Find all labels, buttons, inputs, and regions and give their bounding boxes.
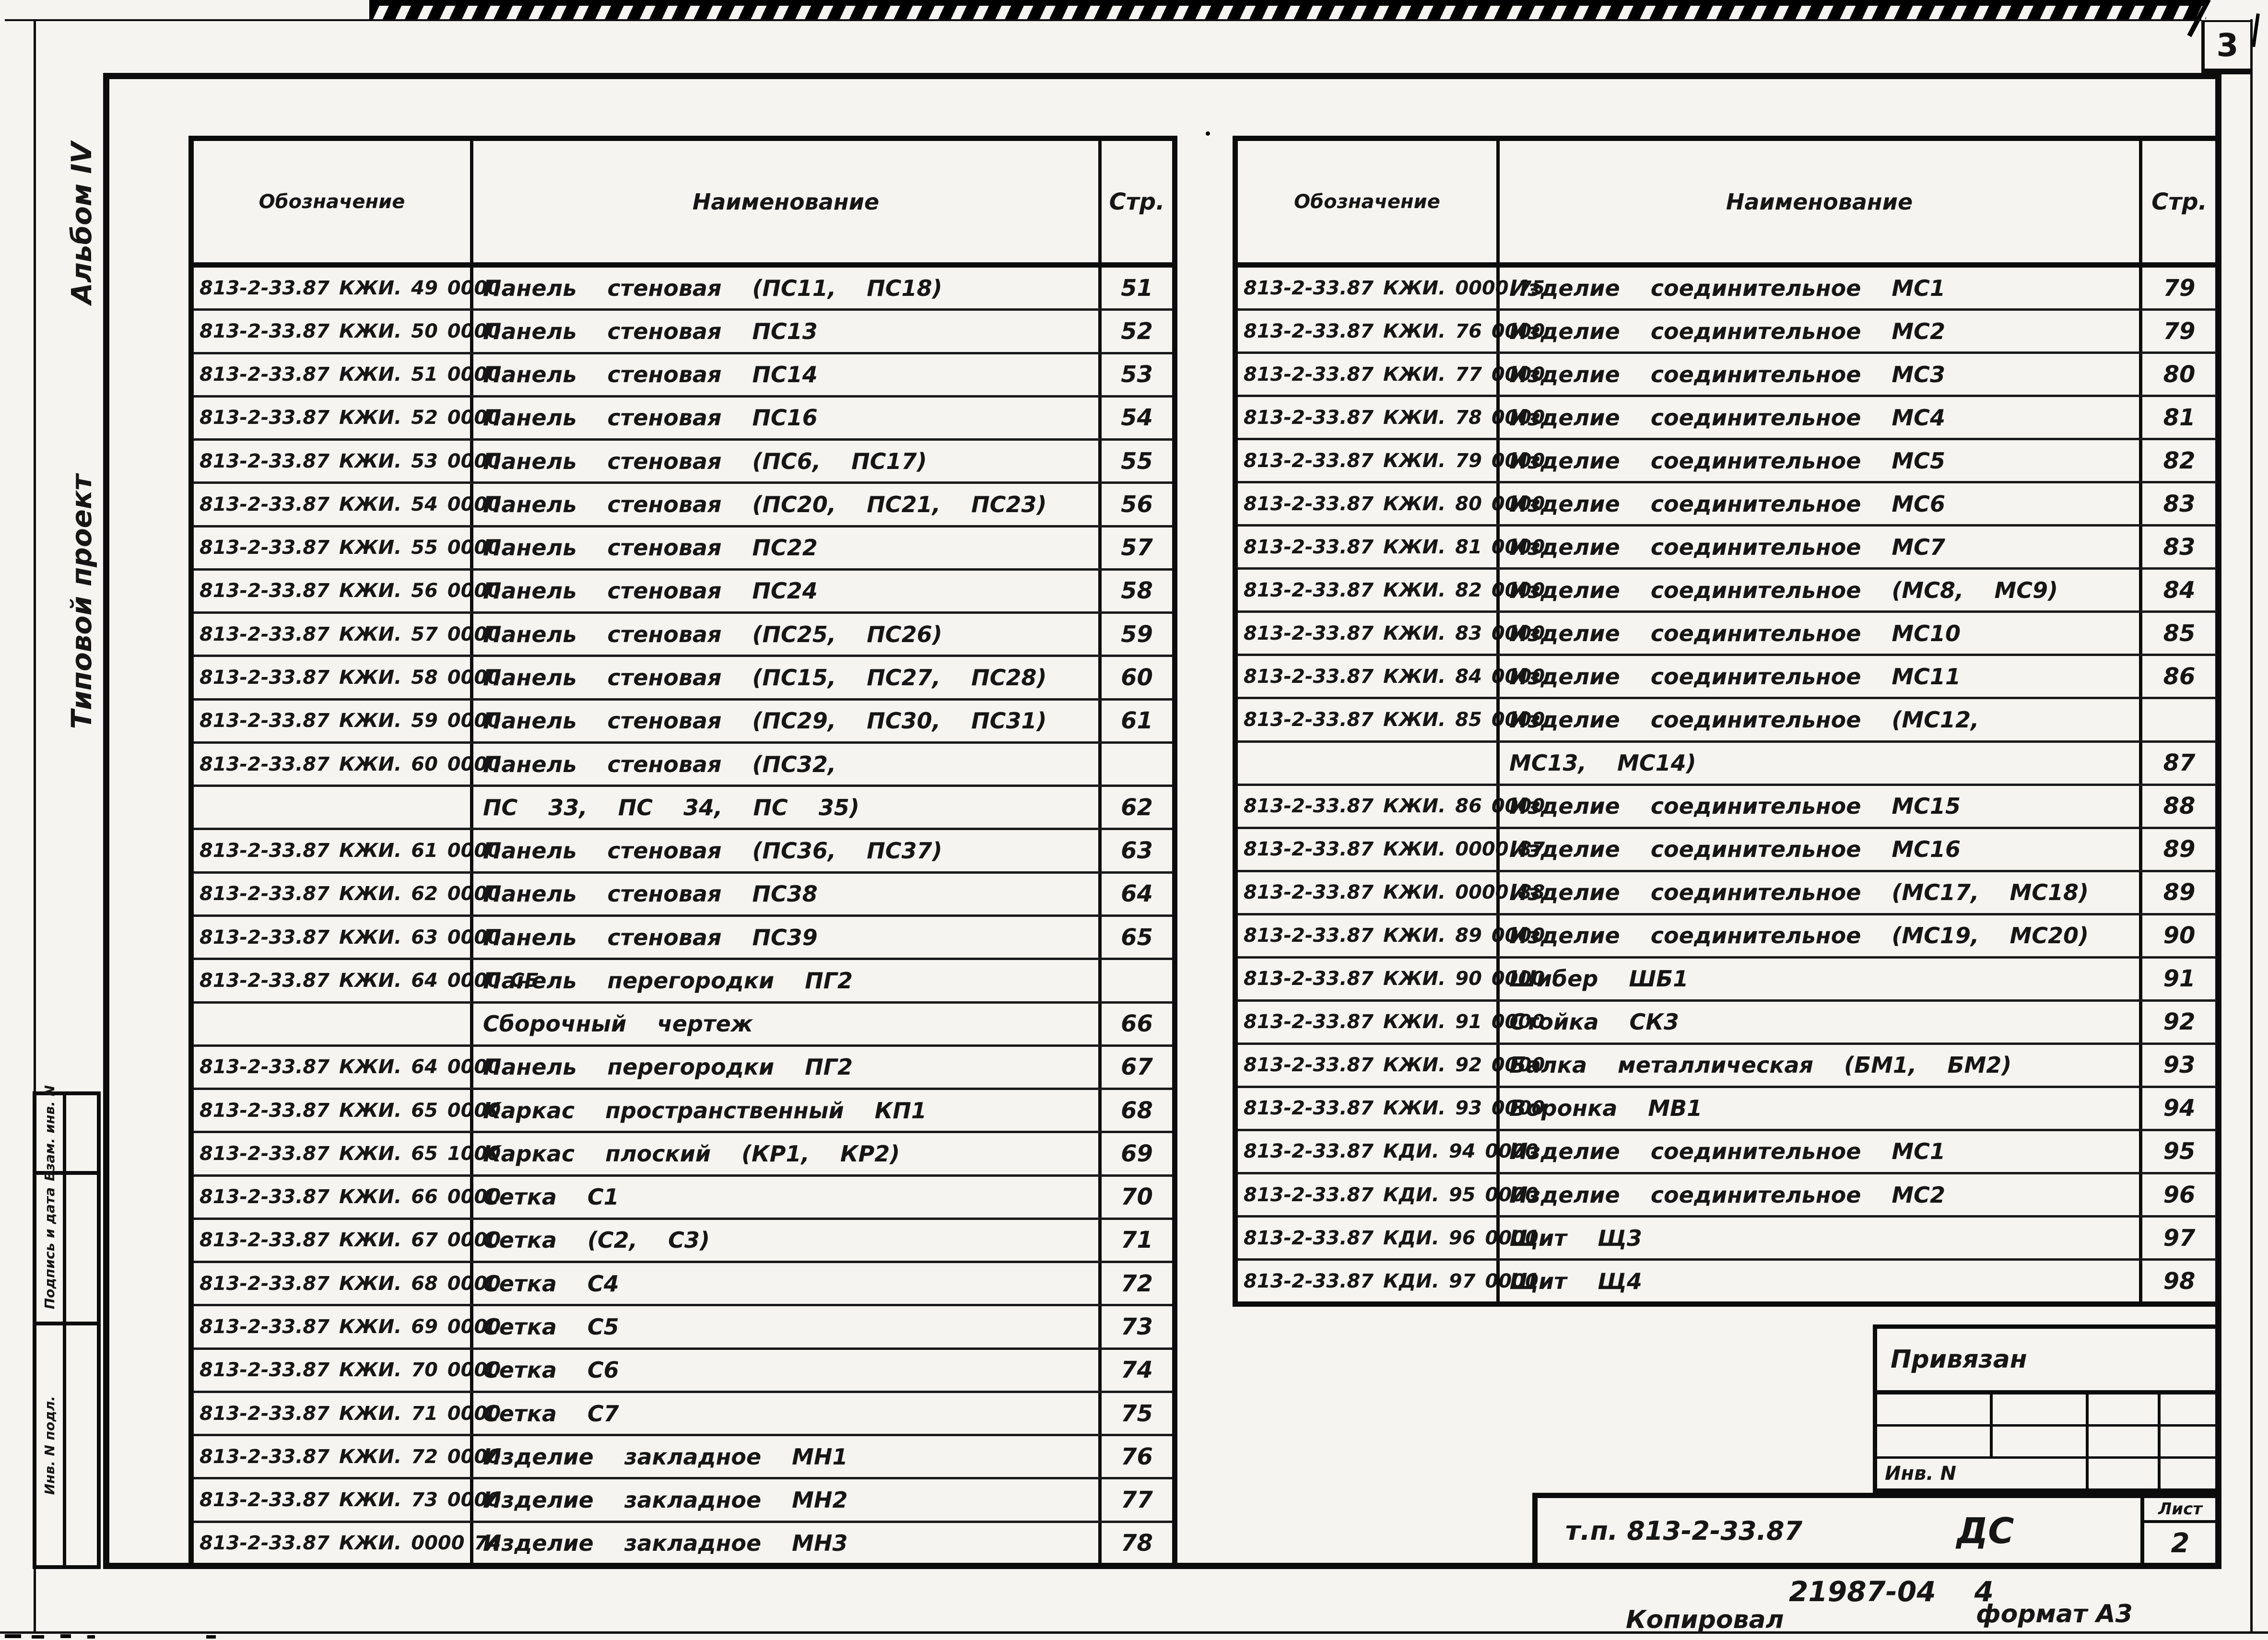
cell-name: Сетка (С2, С3) — [470, 1220, 1098, 1261]
table-row — [1238, 1131, 2216, 1174]
cell-name: Панель стеновая ПС13 — [470, 311, 1098, 351]
table-row — [194, 1479, 1172, 1523]
table-row — [194, 1133, 1172, 1176]
sheet-number: 2 — [2171, 1528, 2190, 1559]
table-row — [1238, 268, 2216, 311]
stamp-cell-empty — [66, 1095, 97, 1171]
cell-page — [2139, 699, 2216, 740]
table-row — [1238, 1174, 2216, 1218]
cell-designation: 813-2-33.87 КЖИ. 91 0000 — [1244, 1011, 1545, 1033]
cell-designation: 813-2-33.87 КЖИ. 86 0000 — [1244, 795, 1545, 818]
torn-edge-artifact — [369, 0, 2206, 19]
table-row — [1238, 354, 2216, 397]
cell-name: Каркас пространственный КП1 — [470, 1090, 1098, 1131]
table-row — [194, 571, 1172, 614]
cell-designation: 813-2-33.87 КЖИ. 64 0000 — [200, 1056, 501, 1078]
cell-name: Изделие соединительное МС3 — [1496, 354, 2139, 395]
cell-name: Панель стеновая (ПС29, ПС30, ПС31) — [470, 701, 1098, 741]
binding-stamp-row — [1877, 1427, 2217, 1459]
table-row — [194, 484, 1172, 527]
cell-designation: 813-2-33.87 КЖИ. 66 0000 — [200, 1186, 501, 1208]
cell-name: Щит Щ4 — [1496, 1261, 2139, 1301]
cell-designation: 813-2-33.87 КЖИ. 58 0000 — [200, 667, 501, 689]
cell-designation: 813-2-33.87 КЖИ. 56 0000 — [200, 580, 501, 602]
cell-page: 79 — [2139, 311, 2216, 351]
cell-designation: 813-2-33.87 КЖИ. 76 0000 — [1244, 320, 1545, 342]
page-number: 3 — [2216, 27, 2239, 64]
stamp-cell-podpis — [36, 1175, 97, 1325]
table-row — [1238, 1218, 2216, 1261]
table-row — [1238, 829, 2216, 872]
cell-page: 63 — [1098, 830, 1172, 871]
cell-page: 86 — [2139, 656, 2216, 697]
cell-page: 54 — [1098, 398, 1172, 438]
cell-page: 89 — [2139, 872, 2216, 913]
cell-name: Каркас плоский (КР1, КР2) — [470, 1133, 1098, 1174]
table-row — [194, 398, 1172, 441]
table-row — [194, 311, 1172, 354]
cell-designation: 813-2-33.87 КЖИ. 89 0000 — [1244, 925, 1545, 947]
stamp-cell-vzam — [36, 1085, 97, 1182]
album-label: Альбом IV — [65, 141, 98, 305]
cell-name: Изделие соединительное МС11 — [1496, 656, 2139, 697]
cell-designation: 813-2-33.87 КЖИ. 83 0000 — [1244, 622, 1545, 644]
cell-designation: 813-2-33.87 КЖИ. 49 0000 — [200, 277, 501, 299]
sheet-border-right — [2250, 19, 2253, 1633]
cell-name: Панель стеновая ПС24 — [470, 571, 1098, 611]
cell-page: 71 — [1098, 1220, 1172, 1261]
cell-name: Изделие соединительное (МС17, МС18) — [1496, 872, 2139, 913]
stamp-cell-label: Взам. инв. N — [36, 1095, 66, 1171]
torn-edge-dash — [2252, 13, 2260, 47]
cell-page: 58 — [1098, 571, 1172, 611]
copied-label: Копировал — [1626, 1605, 1784, 1634]
cell-page: 82 — [2139, 440, 2216, 481]
table-row — [194, 701, 1172, 744]
cell-page: 74 — [1098, 1350, 1172, 1391]
stamp-cell-inv — [36, 1325, 97, 1565]
cell-page: 62 — [1098, 787, 1172, 828]
cell-page: 52 — [1098, 311, 1172, 351]
stamp-cell-label: Подпись и дата — [36, 1175, 66, 1322]
cell-page: 87 — [2139, 743, 2216, 784]
cell-page: 89 — [2139, 829, 2216, 870]
table-row — [194, 1523, 1172, 1564]
cell-designation: 813-2-33.87 КЖИ. 78 0000 — [1244, 406, 1545, 429]
scan-edge-mark — [206, 1635, 216, 1639]
table-row — [194, 354, 1172, 398]
cell-page: 55 — [1098, 441, 1172, 481]
table-row — [1238, 872, 2216, 915]
cell-name: Изделие соединительное МС15 — [1496, 786, 2139, 827]
table-row — [194, 1436, 1172, 1479]
cell-designation: 813-2-33.87 КЖИ. 81 0000 — [1244, 536, 1545, 558]
cell-page: 88 — [2139, 786, 2216, 827]
table-row — [1238, 311, 2216, 354]
cell-name: Панель стеновая ПС22 — [470, 527, 1098, 568]
cell-name: Сетка С7 — [470, 1393, 1098, 1434]
cell-designation: 813-2-33.87 КЖИ. 64 0000 СБ — [200, 969, 539, 992]
cell-designation: 813-2-33.87 КЖИ. 72 0000 — [200, 1445, 501, 1468]
table-row — [194, 1393, 1172, 1436]
cell-page: 91 — [2139, 959, 2216, 999]
sheet-border-bottom — [0, 1631, 2268, 1634]
document-code: ДС — [1956, 1510, 2014, 1552]
binding-stamp-row — [1877, 1394, 2217, 1427]
cell-name: Панель стеновая (ПС32, — [470, 744, 1098, 785]
inventory-number-label: Инв. N — [1885, 1463, 1957, 1485]
cell-page: 78 — [1098, 1523, 1172, 1564]
table-row — [1238, 699, 2216, 742]
cell-designation: 813-2-33.87 КЖИ. 77 0000 — [1244, 363, 1545, 386]
scan-edge-mark — [60, 1634, 71, 1638]
table-row — [1238, 1045, 2216, 1088]
cell-name: Воронка МВ1 — [1496, 1088, 2139, 1129]
scan-dot-artifact — [1206, 131, 1210, 136]
cell-designation: 813-2-33.87 КЖИ. 63 0000 — [200, 926, 501, 949]
table-row — [194, 1090, 1172, 1133]
binding-stamp-row — [1877, 1459, 2217, 1488]
sheet-cell — [2140, 1498, 2216, 1564]
binding-cell — [2158, 1427, 2217, 1456]
table-row — [194, 1047, 1172, 1090]
cell-designation: 813-2-33.87 КЖИ. 0000 88 — [1244, 881, 1545, 904]
title-block — [1532, 1493, 2221, 1569]
scan-edge-mark — [32, 1635, 44, 1639]
table-row — [1238, 440, 2216, 483]
cell-page: 61 — [1098, 701, 1172, 741]
cell-name: Изделие закладное МН3 — [470, 1523, 1098, 1564]
cell-page: 73 — [1098, 1306, 1172, 1347]
cell-name: Шибер ШБ1 — [1496, 959, 2139, 999]
cell-designation: 813-2-33.87 КЖИ. 59 0000 — [200, 710, 501, 732]
binding-cell — [1990, 1427, 2086, 1456]
binding-cell — [2158, 1394, 2217, 1424]
cell-page: 72 — [1098, 1263, 1172, 1304]
cell-page: 51 — [1098, 268, 1172, 308]
cell-name: Изделие соединительное МС4 — [1496, 397, 2139, 438]
cell-page: 69 — [1098, 1133, 1172, 1174]
parts-table-right — [1233, 136, 2221, 1307]
cell-designation: 813-2-33.87 КЖИ. 85 0000 — [1244, 708, 1545, 731]
binding-cell — [2086, 1427, 2158, 1456]
cell-name: Сетка С1 — [470, 1177, 1098, 1218]
cell-page: 92 — [2139, 1002, 2216, 1043]
cell-name: Изделие соединительное (МС19, МС20) — [1496, 915, 2139, 956]
table-row — [194, 1177, 1172, 1220]
cell-name: Панель стеновая ПС38 — [470, 874, 1098, 914]
cell-page: 94 — [2139, 1088, 2216, 1129]
cell-designation — [1238, 743, 1496, 784]
cell-page: 56 — [1098, 484, 1172, 525]
cell-page: 98 — [2139, 1261, 2216, 1301]
table-row — [1238, 1002, 2216, 1045]
table-row — [1238, 786, 2216, 829]
order-number: 21987-04 — [1789, 1575, 1936, 1608]
binding-stamp-title: Привязан — [1877, 1329, 2217, 1394]
cell-page: 85 — [2139, 613, 2216, 654]
cell-designation: 813-2-33.87 КЖИ. 79 0000 — [1244, 449, 1545, 472]
cell-name: Панель перегородки ПГ2 — [470, 1047, 1098, 1088]
table-row — [1238, 959, 2216, 1002]
cell-page: 65 — [1098, 917, 1172, 958]
cell-name: Панель перегородки ПГ2 — [470, 960, 1098, 1001]
cell-designation: 813-2-33.87 КЖИ. 65 0000 — [200, 1099, 501, 1122]
scan-edge-mark — [87, 1635, 95, 1639]
cell-designation: 813-2-33.87 КДИ. 95 0000 — [1244, 1183, 1539, 1206]
cell-page: 76 — [1098, 1436, 1172, 1477]
table-row — [1238, 527, 2216, 570]
table-row — [1238, 743, 2216, 786]
header-designation: Обозначение — [259, 190, 405, 213]
header-designation: Обозначение — [1294, 190, 1440, 213]
cell-page: 60 — [1098, 657, 1172, 698]
cell-page: 93 — [2139, 1045, 2216, 1086]
cell-name: Изделие соединительное МС2 — [1496, 311, 2139, 351]
table-row — [194, 441, 1172, 484]
cell-designation: 813-2-33.87 КДИ. 94 0000 — [1244, 1140, 1539, 1163]
table-row — [194, 917, 1172, 960]
cell-page: 81 — [2139, 397, 2216, 438]
cell-name: Балка металлическая (БМ1, БМ2) — [1496, 1045, 2139, 1086]
cell-name: Панель стеновая (ПС20, ПС21, ПС23) — [470, 484, 1098, 525]
cell-page: 70 — [1098, 1177, 1172, 1218]
cell-page: 64 — [1098, 874, 1172, 914]
cell-designation: 813-2-33.87 КЖИ. 53 0000 — [200, 450, 501, 472]
cell-designation: 813-2-33.87 КЖИ. 80 0000 — [1244, 492, 1545, 515]
stamp-cell-empty — [66, 1175, 97, 1322]
cell-name: Изделие соединительное МС6 — [1496, 483, 2139, 524]
table-row — [1238, 915, 2216, 959]
table-row — [194, 960, 1172, 1003]
cell-designation: 813-2-33.87 КЖИ. 71 0000 — [200, 1402, 501, 1425]
table-row — [194, 1263, 1172, 1306]
table-row — [194, 1306, 1172, 1349]
parts-table-left — [188, 136, 1177, 1569]
table-row — [194, 1220, 1172, 1263]
margin-stamp-box — [33, 1085, 101, 1569]
cell-name: ПС 33, ПС 34, ПС 35) — [470, 787, 1098, 828]
table-row — [1238, 1088, 2216, 1131]
table-row — [1238, 613, 2216, 656]
cell-name: Изделие соединительное МС2 — [1496, 1174, 2139, 1215]
cell-name: МС13, МС14) — [1496, 743, 2139, 784]
table-row — [194, 527, 1172, 571]
cell-page: 77 — [1098, 1479, 1172, 1520]
page-number-box — [2201, 20, 2250, 74]
cell-page: 83 — [2139, 483, 2216, 524]
cell-designation: 813-2-33.87 КЖИ. 54 0000 — [200, 493, 501, 515]
cell-designation: 813-2-33.87 КЖИ. 62 0000 — [200, 883, 501, 905]
cell-page: 75 — [1098, 1393, 1172, 1434]
cell-name: Панель стеновая (ПС11, ПС18) — [470, 268, 1098, 308]
cell-name: Панель стеновая ПС39 — [470, 917, 1098, 958]
cell-designation: 813-2-33.87 КЖИ. 57 0000 — [200, 623, 501, 645]
cell-designation: 813-2-33.87 КЖИ. 90 0000 — [1244, 968, 1545, 990]
table-row — [194, 744, 1172, 787]
cell-name: Изделие закладное МН1 — [470, 1436, 1098, 1477]
table-row — [1238, 1261, 2216, 1301]
table-row — [1238, 570, 2216, 613]
table-body — [194, 268, 1172, 1564]
table-row — [194, 1350, 1172, 1393]
table-header — [194, 141, 1172, 268]
cell-designation: 813-2-33.87 КЖИ. 67 0000 — [200, 1229, 501, 1252]
binding-cell — [1877, 1427, 1990, 1456]
cell-designation: 813-2-33.87 КДИ. 97 0000 — [1244, 1270, 1539, 1292]
cell-page: 95 — [2139, 1131, 2216, 1172]
cell-designation: 813-2-33.87 КЖИ. 0000 74 — [200, 1532, 501, 1555]
cell-name: Изделие соединительное МС1 — [1496, 268, 2139, 308]
cell-designation: 813-2-33.87 КЖИ. 70 0000 — [200, 1359, 501, 1382]
binding-stamp — [1873, 1324, 2221, 1493]
binding-cell — [2158, 1459, 2217, 1488]
table-row — [194, 614, 1172, 657]
cell-page: 57 — [1098, 527, 1172, 568]
cell-name: Панель стеновая (ПС15, ПС27, ПС28) — [470, 657, 1098, 698]
cell-name: Изделие соединительное МС16 — [1496, 829, 2139, 870]
cell-name: Изделие соединительное МС10 — [1496, 613, 2139, 654]
document-number: т.п. 813-2-33.87 — [1565, 1516, 1803, 1546]
cell-name: Панель стеновая ПС16 — [470, 398, 1098, 438]
cell-page: 84 — [2139, 570, 2216, 610]
cell-name: Изделие соединительное МС1 — [1496, 1131, 2139, 1172]
cell-designation: 813-2-33.87 КЖИ. 93 0000 — [1244, 1097, 1545, 1120]
stamp-cell-empty — [66, 1325, 97, 1565]
cell-page: 53 — [1098, 354, 1172, 395]
cell-designation: 813-2-33.87 КЖИ. 55 0000 — [200, 537, 501, 559]
table-row — [1238, 397, 2216, 440]
cell-page: 79 — [2139, 268, 2216, 308]
sheet-border-top — [5, 19, 2201, 21]
cell-name: Изделие закладное МН2 — [470, 1479, 1098, 1520]
cell-designation: 813-2-33.87 КДИ. 96 0000 — [1244, 1227, 1539, 1249]
table-row — [1238, 483, 2216, 527]
table-header — [1238, 141, 2216, 268]
cell-designation: 813-2-33.87 КЖИ. 68 0000 — [200, 1272, 501, 1295]
cell-designation: 813-2-33.87 КЖИ. 52 0000 — [200, 407, 501, 429]
table-row — [194, 1004, 1172, 1047]
binding-cell — [1990, 1394, 2086, 1424]
cell-name: Панель стеновая ПС14 — [470, 354, 1098, 395]
cell-designation: 813-2-33.87 КЖИ. 84 0000 — [1244, 665, 1545, 688]
table-body — [1238, 268, 2216, 1301]
cell-page: 80 — [2139, 354, 2216, 395]
cell-designation: 813-2-33.87 КЖИ. 0000 87 — [1244, 838, 1545, 861]
cell-name: Сетка С6 — [470, 1350, 1098, 1391]
cell-page: 83 — [2139, 527, 2216, 567]
cell-name: Стойка СК3 — [1496, 1002, 2139, 1043]
order-number-note — [1789, 1575, 1994, 1608]
cell-name: Панель стеновая (ПС25, ПС26) — [470, 614, 1098, 655]
cell-name: Сетка С4 — [470, 1263, 1098, 1304]
table-row — [1238, 656, 2216, 699]
cell-designation: 813-2-33.87 КЖИ. 60 0000 — [200, 753, 501, 775]
cell-page: 66 — [1098, 1004, 1172, 1044]
cell-name: Изделие соединительное МС5 — [1496, 440, 2139, 481]
format-label: формат А3 — [1976, 1600, 2133, 1628]
cell-page: 90 — [2139, 915, 2216, 956]
cell-name: Изделие соединительное (МС12, — [1496, 699, 2139, 740]
cell-page: 96 — [2139, 1174, 2216, 1215]
binding-cell — [2086, 1459, 2158, 1488]
cell-designation: 813-2-33.87 КЖИ. 50 0000 — [200, 320, 501, 342]
table-row — [194, 830, 1172, 873]
cell-name: Панель стеновая (ПС6, ПС17) — [470, 441, 1098, 481]
cell-designation: 813-2-33.87 КЖИ. 69 0000 — [200, 1316, 501, 1338]
header-page: Стр. — [1098, 141, 1172, 262]
table-row — [194, 657, 1172, 700]
table-row — [194, 874, 1172, 917]
scan-edge-mark — [5, 1634, 21, 1638]
cell-name: Изделие соединительное МС7 — [1496, 527, 2139, 567]
cell-name: Сетка С5 — [470, 1306, 1098, 1347]
cell-designation: 813-2-33.87 КЖИ. 73 0000 — [200, 1489, 501, 1511]
cell-page — [1098, 744, 1172, 785]
cell-name: Изделие соединительное (МС8, МС9) — [1496, 570, 2139, 610]
cell-name: Сборочный чертеж — [470, 1004, 1098, 1044]
binding-cell — [1877, 1394, 1990, 1424]
cell-designation: 813-2-33.87 КЖИ. 61 0000 — [200, 840, 501, 862]
cell-page: 97 — [2139, 1218, 2216, 1258]
cell-page: 59 — [1098, 614, 1172, 655]
cell-designation — [194, 1004, 470, 1044]
cell-page — [1098, 960, 1172, 1001]
header-name: Наименование — [470, 141, 1098, 262]
cell-designation: 813-2-33.87 КЖИ. 51 0000 — [200, 363, 501, 386]
header-page: Стр. — [2139, 141, 2216, 262]
cell-name: Щит Щ3 — [1496, 1218, 2139, 1258]
order-extra: 4 — [1974, 1575, 1994, 1608]
header-name: Наименование — [1496, 141, 2139, 262]
table-row — [194, 787, 1172, 830]
sheet-label: Лист — [2144, 1498, 2216, 1523]
cell-designation: 813-2-33.87 КЖИ. 65 1000 — [200, 1142, 501, 1165]
stamp-cell-label: Инв. N подл. — [36, 1325, 66, 1565]
cell-designation — [194, 787, 470, 828]
cell-designation: 813-2-33.87 КЖИ. 82 0000 — [1244, 579, 1545, 601]
cell-page: 67 — [1098, 1047, 1172, 1088]
table-row — [194, 268, 1172, 311]
cell-name: Панель стеновая (ПС36, ПС37) — [470, 830, 1098, 871]
cell-designation: 813-2-33.87 КЖИ. 0000 75 — [1244, 277, 1545, 299]
cell-page: 68 — [1098, 1090, 1172, 1131]
binding-cell — [2086, 1394, 2158, 1424]
project-type-label: Типовой проект — [65, 474, 98, 729]
cell-designation: 813-2-33.87 КЖИ. 92 0000 — [1244, 1054, 1545, 1077]
